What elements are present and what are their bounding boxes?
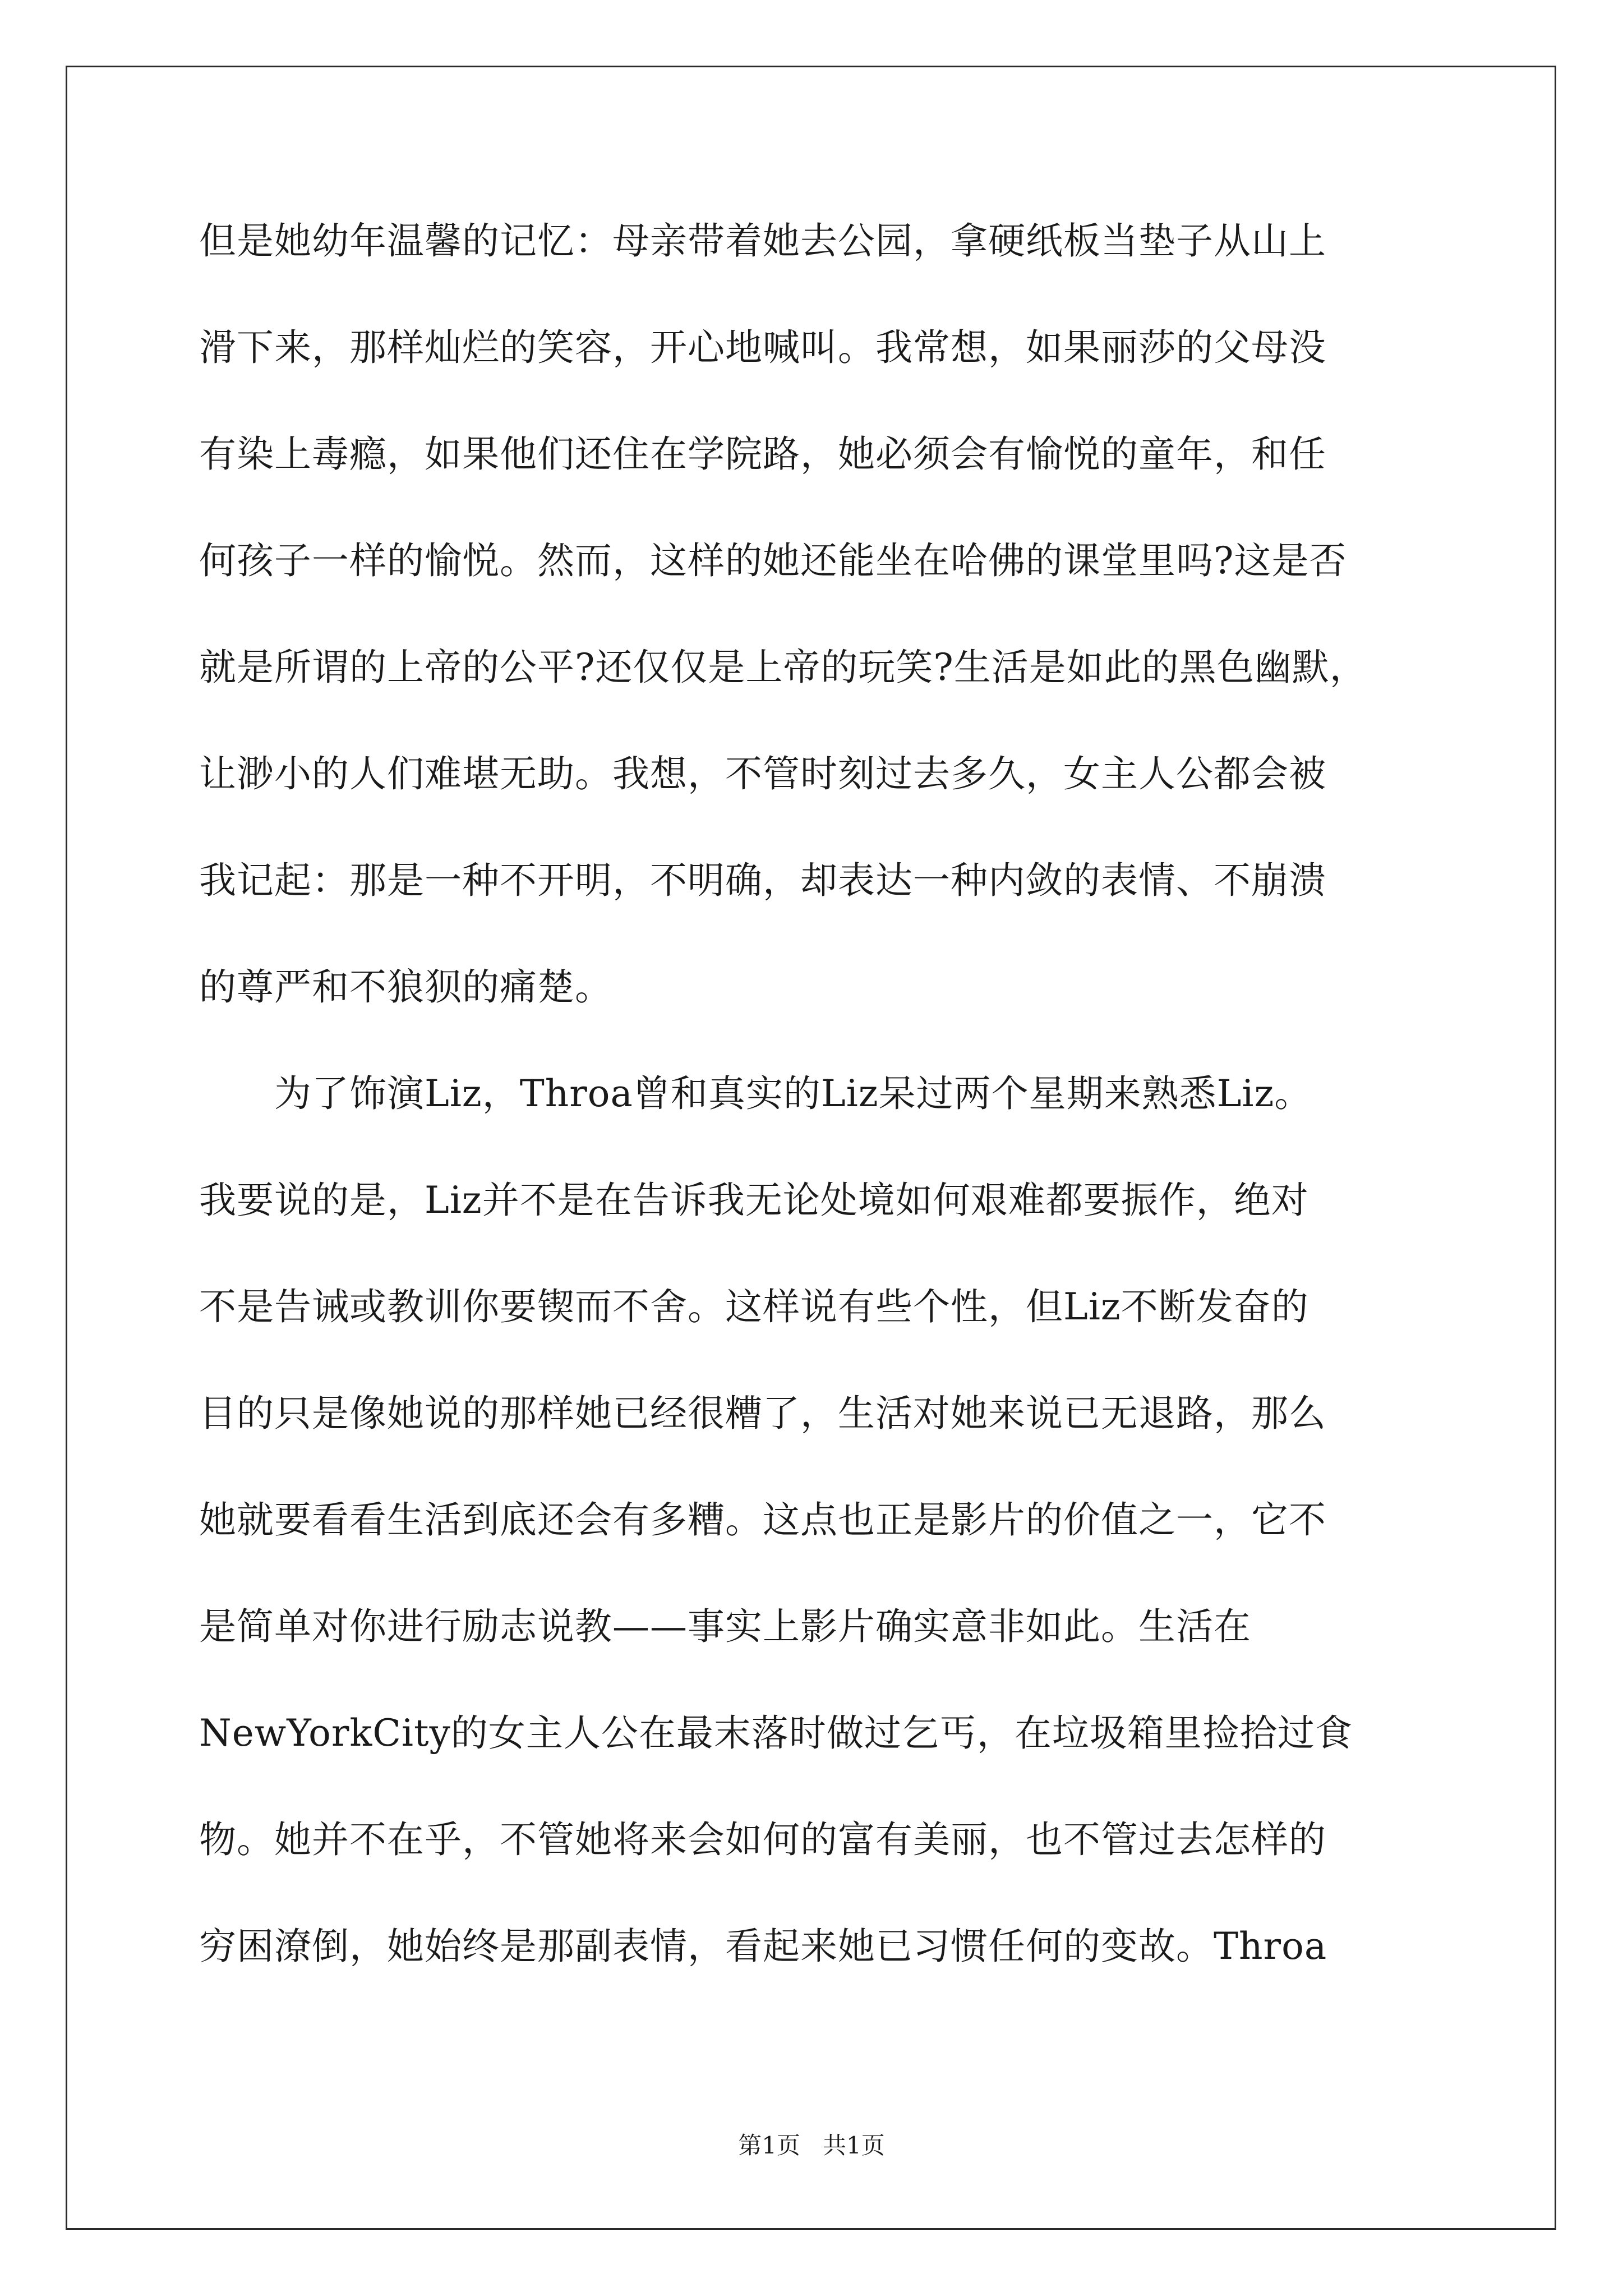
text-line: 不是告诫或教训你要锲而不舍。这样说有些个性，但Liz不断发奋的 bbox=[199, 1285, 1309, 1328]
text-line: 让渺小的人们难堪无助。我想，不管时刻过去多久，女主人公都会被 bbox=[199, 752, 1326, 795]
text-line: 我要说的是，Liz并不是在告诉我无论处境如何艰难都要振作，绝对 bbox=[199, 1179, 1309, 1222]
text-line: 我记起：那是一种不开明，不明确，却表达一种内敛的表情、不崩溃 bbox=[199, 859, 1326, 902]
text-line: 目的只是像她说的那样她已经很糟了，生活对她来说已无退路，那么 bbox=[199, 1392, 1326, 1435]
text-line: 滑下来，那样灿烂的笑容，开心地喊叫。我常想，如果丽莎的父母没 bbox=[199, 326, 1326, 369]
text-line: 物。她并不在乎，不管她将来会如何的富有美丽，也不管过去怎样的 bbox=[199, 1818, 1326, 1861]
text-line: 她就要看看生活到底还会有多糟。这点也正是影片的价值之一，它不 bbox=[199, 1498, 1326, 1542]
text-line: 的尊严和不狼狈的痛楚。 bbox=[199, 965, 612, 1009]
text-line: NewYorkCity的女主人公在最末落时做过乞丐，在垃圾箱里捡拾过食 bbox=[199, 1711, 1353, 1755]
page-number-footer: 第1页 共1页 bbox=[738, 2132, 885, 2159]
text-line: 穷困潦倒，她始终是那副表情，看起来她已习惯任何的变故。Throa bbox=[199, 1925, 1327, 1968]
text-line: 就是所谓的上帝的公平?还仅仅是上帝的玩笑?生活是如此的黑色幽默， bbox=[199, 646, 1367, 689]
text-line: 是简单对你进行励志说教——事实上影片确实意非如此。生活在 bbox=[199, 1605, 1251, 1648]
text-line: 为了饰演Liz，Throa曾和真实的Liz呆过两个星期来熟悉Liz。 bbox=[199, 1072, 1312, 1115]
text-line: 但是她幼年温馨的记忆：母亲带着她去公园，拿硬纸板当垫子从山上 bbox=[199, 219, 1326, 263]
text-line: 有染上毒瘾，如果他们还住在学院路，她必须会有愉悦的童年，和任 bbox=[199, 432, 1326, 476]
text-line: 何孩子一样的愉悦。然而，这样的她还能坐在哈佛的课堂里吗?这是否 bbox=[199, 539, 1347, 582]
document-body bbox=[199, 213, 1433, 2025]
